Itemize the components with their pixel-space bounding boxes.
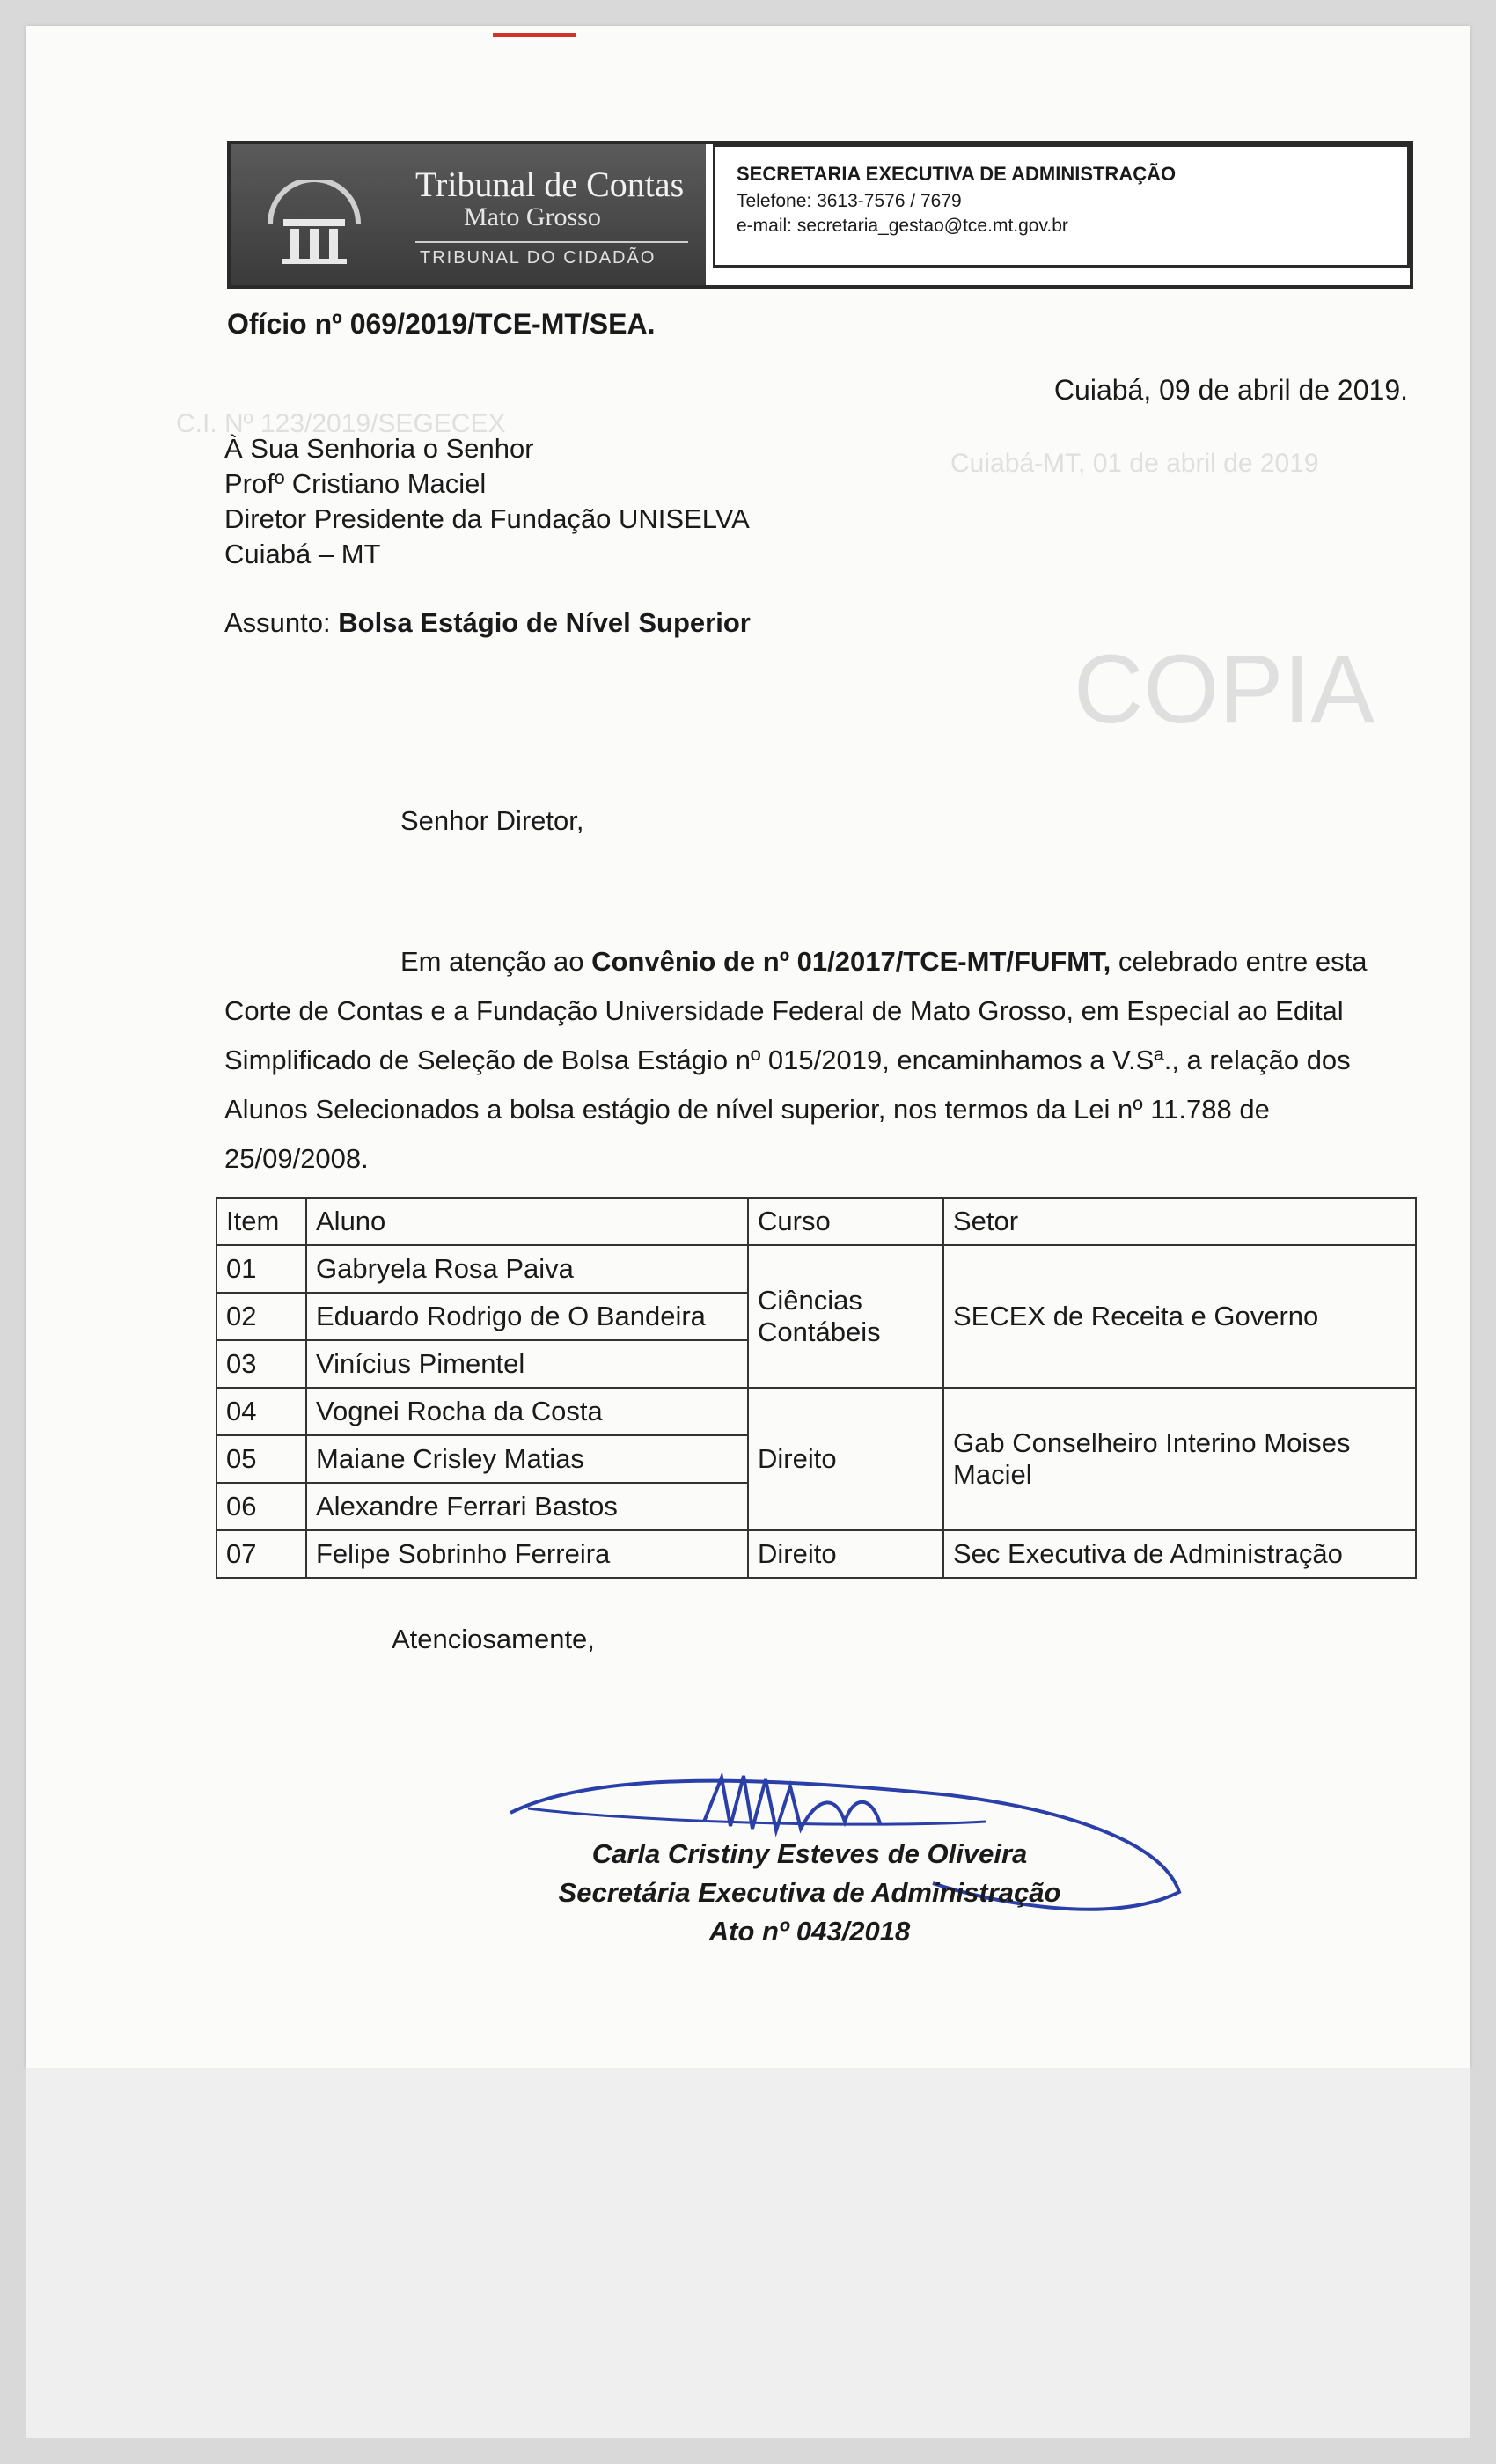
red-pen-mark bbox=[493, 33, 576, 37]
cell-item: 07 bbox=[216, 1530, 306, 1578]
body-text-1: Em atenção ao bbox=[400, 946, 592, 977]
department-name: SECRETARIA EXECUTIVA DE ADMINISTRAÇÃO bbox=[737, 163, 1177, 185]
addressee-line: Cuiabá – MT bbox=[224, 539, 381, 569]
table-row bbox=[216, 1530, 1416, 1578]
agreement-reference: Convênio de nº 01/2017/TCE-MT/FUFMT, bbox=[591, 946, 1111, 977]
document-date: Cuiabá, 09 de abril de 2019. bbox=[1053, 374, 1408, 406]
subject-label: Assunto: bbox=[224, 607, 339, 638]
phone-number: Telefone: 3613-7576 / 7679 bbox=[737, 191, 962, 211]
header-aluno: Aluno bbox=[306, 1198, 748, 1245]
addressee-block bbox=[224, 431, 750, 572]
signer-role: Secretária Executiva de Administração bbox=[558, 1877, 1061, 1908]
ghost-line-1: C.I. Nº 123/2019/SEGECEX bbox=[176, 409, 506, 438]
selected-students-table bbox=[216, 1197, 1417, 1579]
cell-item: 05 bbox=[216, 1435, 306, 1483]
cell-item: 02 bbox=[216, 1293, 306, 1340]
logo-divider bbox=[415, 241, 688, 243]
cell-aluno: Felipe Sobrinho Ferreira bbox=[306, 1530, 748, 1578]
signature-block bbox=[528, 1835, 1091, 1951]
salutation: Senhor Diretor, bbox=[400, 805, 584, 836]
ghost-copia: COPIA bbox=[1074, 635, 1375, 744]
cell-aluno: Maiane Crisley Matias bbox=[306, 1435, 748, 1483]
cell-aluno: Vinícius Pimentel bbox=[306, 1340, 748, 1388]
cell-curso: Direito bbox=[748, 1530, 943, 1578]
body-paragraph bbox=[224, 937, 1421, 1184]
logo-subtitle: Mato Grosso bbox=[464, 202, 601, 231]
cell-aluno: Alexandre Ferrari Bastos bbox=[306, 1483, 748, 1530]
contact-box bbox=[713, 144, 1410, 268]
cell-item: 04 bbox=[216, 1388, 306, 1435]
cell-setor: Sec Executiva de Administração bbox=[943, 1530, 1416, 1578]
cell-aluno: Eduardo Rodrigo de O Bandeira bbox=[306, 1293, 748, 1340]
body-text-2: celebrado entre esta Corte de Contas e a Fundação Universidade Federal de Mato Grosso, em Especial ao Edital Simplificado de Seleção de Bolsa Estágio nº 015/2019, encaminhamos a V.Sª., a relação dos Alunos Selecionados a bolsa estágio de nível superior, nos termos da Lei nº 11.788 de 25/09/2008. bbox=[224, 946, 1368, 1174]
cell-aluno: Vognei Rocha da Costa bbox=[306, 1388, 748, 1435]
email-address: e-mail: secretaria_gestao@tce.mt.gov.br bbox=[737, 216, 1068, 236]
table-row bbox=[216, 1245, 1416, 1293]
ghost-line-2: Cuiabá-MT, 01 de abril de 2019 bbox=[950, 449, 1319, 478]
cell-curso: Ciências Contábeis bbox=[748, 1245, 943, 1388]
letterhead bbox=[227, 141, 1413, 289]
table-row bbox=[216, 1388, 1416, 1435]
background-sheet bbox=[26, 2068, 1470, 2438]
addressee-line: Diretor Presidente da Fundação UNISELVA bbox=[224, 503, 750, 534]
logo-title: Tribunal de Contas bbox=[415, 165, 685, 204]
header-setor: Setor bbox=[943, 1198, 1416, 1245]
addressee-line: À Sua Senhoria o Senhor bbox=[224, 433, 534, 464]
columns-icon bbox=[266, 180, 363, 268]
document-number: Ofício nº 069/2019/TCE-MT/SEA. bbox=[227, 308, 656, 340]
subject-line bbox=[224, 607, 751, 639]
logo-tagline: TRIBUNAL DO CIDADÃO bbox=[420, 248, 656, 268]
cell-item: 03 bbox=[216, 1340, 306, 1388]
cell-curso: Direito bbox=[748, 1388, 943, 1530]
table-header-row bbox=[216, 1198, 1416, 1245]
cell-aluno: Gabryela Rosa Paiva bbox=[306, 1245, 748, 1293]
cell-setor: Gab Conselheiro Interino Moises Maciel bbox=[943, 1388, 1416, 1530]
institution-logo bbox=[231, 144, 706, 285]
signer-name: Carla Cristiny Esteves de Oliveira bbox=[591, 1838, 1028, 1869]
header-curso: Curso bbox=[748, 1198, 943, 1245]
closing: Atenciosamente, bbox=[392, 1624, 595, 1654]
cell-item: 06 bbox=[216, 1483, 306, 1530]
cell-setor: SECEX de Receita e Governo bbox=[943, 1245, 1416, 1388]
subject-value: Bolsa Estágio de Nível Superior bbox=[338, 607, 751, 638]
header-item: Item bbox=[216, 1198, 306, 1245]
signer-act: Ato nº 043/2018 bbox=[708, 1916, 911, 1947]
addressee-line: Profº Cristiano Maciel bbox=[224, 468, 487, 499]
cell-item: 01 bbox=[216, 1245, 306, 1293]
